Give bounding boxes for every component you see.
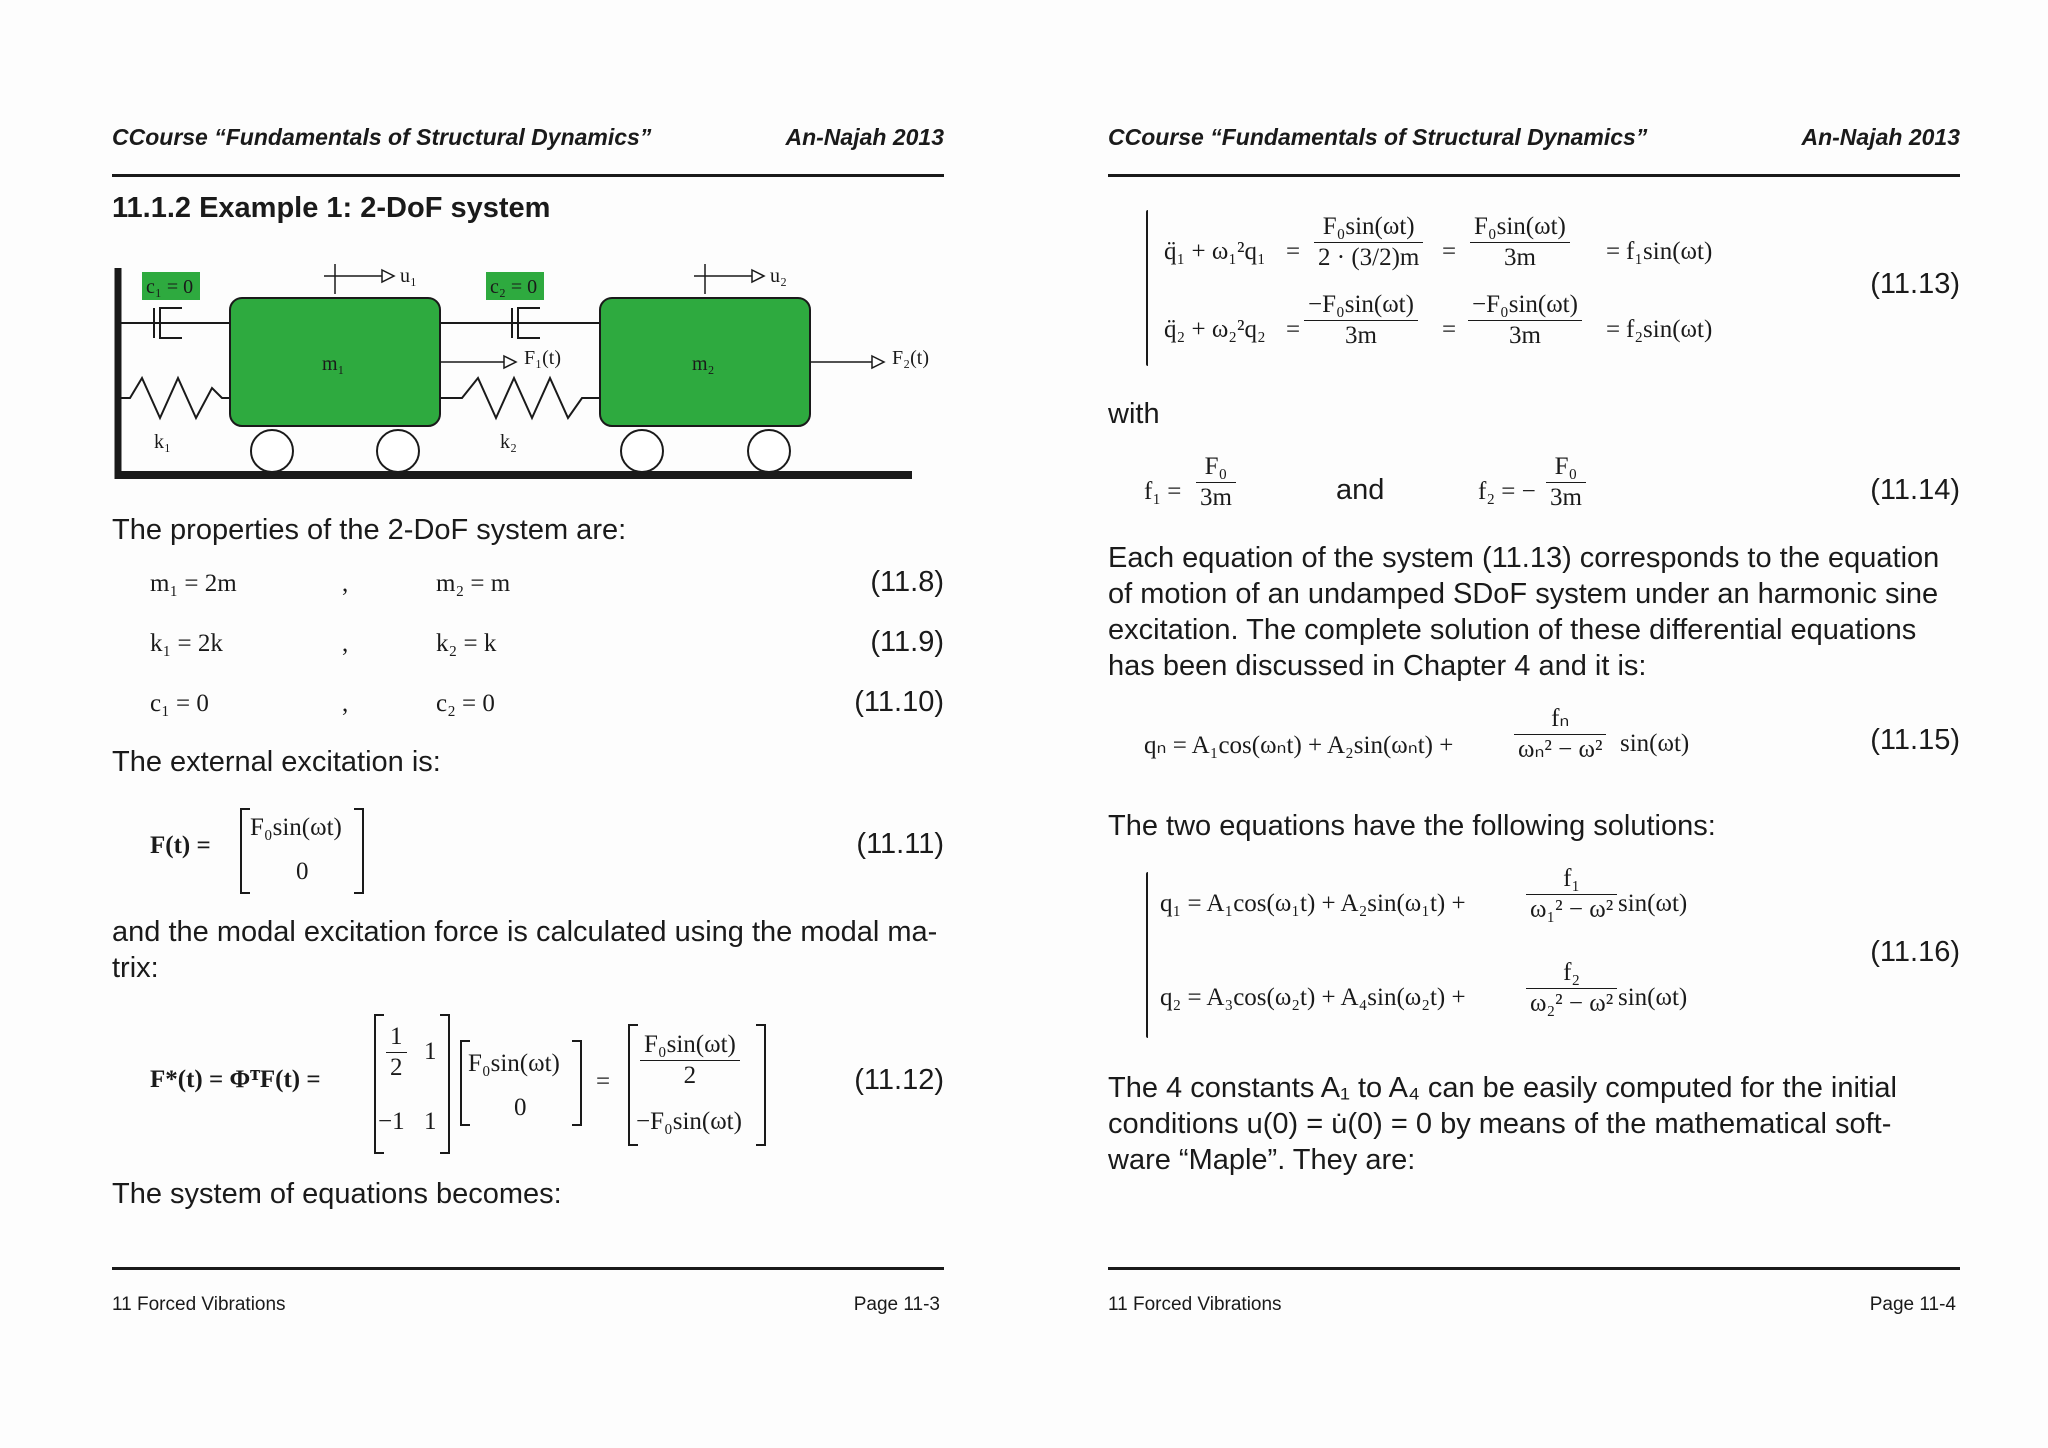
eq-11-13-row2-eq2: = [1442,316,1457,343]
eq-11-12-lhs: F*(t) = ΦᵀF(t) = [150,1066,321,1093]
two-dof-figure [112,258,929,484]
u2-arrow [694,264,764,294]
footer-rule [1108,1267,1960,1270]
footer-rule [112,1267,944,1270]
eq-11-13-brace [1146,210,1148,366]
right-page [1024,0,2048,1448]
paragraph-solution-line3: excitation. The complete solution of these differential equations [1108,614,1917,646]
header-rule [112,174,944,177]
footer-page-number: Page 11-4 [1869,1294,1956,1315]
eq-11-13-row1-rhs: f₁sin(ωt) [1626,238,1713,265]
eq-11-12-r1-num: F₀sin(ωt) [640,1030,740,1061]
eq-11-12-result-bracket-right [756,1024,766,1146]
eq-11-12-m11 [386,1022,407,1083]
eq-11-8-comma: , [342,570,349,597]
eq-11-13-row1-frac1-num: F₀sin(ωt) [1314,212,1423,243]
eq-11-13-row2-eq3: = [1606,316,1621,343]
eq-11-12-m22: 1 [424,1108,437,1135]
section-title: 11.1.2 Example 1: 2-DoF system [112,192,551,224]
eq-11-13-row2-eq1: = [1286,316,1301,343]
damper-2 [440,308,600,338]
c2-label: c₂ = 0 [490,276,538,298]
eq-11-10-lhs: c₁ = 0 [150,690,209,717]
m1-label: m₁ [322,353,345,375]
eq-11-12-number: (11.12) [854,1064,944,1096]
f2-label: F₂(t) [892,347,929,369]
header-course: CCourse “Fundamentals of Structural Dynamics” [112,124,652,150]
footer-chapter: 11 Forced Vibrations [112,1294,286,1315]
eq-11-13-row2-rhs: f₂sin(ωt) [1626,316,1713,343]
eq-11-11-bracket-left [240,808,250,894]
eq-11-15-num: fₙ [1514,704,1606,735]
eq-11-10-number: (11.10) [854,686,944,718]
paragraph-constants-line3: ware “Maple”. They are: [1108,1144,1416,1176]
eq-11-14-f1-frac [1196,452,1236,513]
eq-11-14-number: (11.14) [1870,474,1960,506]
eq-11-12-r1 [640,1030,740,1091]
k2-label: k₂ [500,431,517,453]
eq-11-15-tail: sin(ωt) [1620,730,1690,757]
f2-arrow [810,356,884,368]
eq-11-13-number: (11.13) [1870,268,1960,300]
eq-11-16-row1: q₁ = A₁cos(ω₁t) + A₂sin(ω₁t) + [1160,890,1466,917]
u2-label: u₂ [770,265,787,287]
eq-11-14-f1-num: F₀ [1196,452,1236,483]
eq-11-12-vector-bracket-right [572,1040,582,1126]
eq-11-15-den: ωₙ² − ω² [1518,736,1603,763]
eq-11-13-row1-eq3: = [1606,238,1621,265]
eq-11-16-row1-den: ω₁² − ω² [1530,896,1614,923]
u1-arrow [324,264,394,294]
wheel-1a [251,430,293,472]
paragraph-constants-line1: The 4 constants A₁ to A₄ can be easily computed for the initial [1108,1072,1897,1104]
footer-chapter: 11 Forced Vibrations [1108,1294,1282,1315]
system-intro: The system of equations becomes: [112,1178,562,1210]
eq-11-13-row2-frac2 [1468,290,1582,351]
eq-11-16-brace [1146,872,1148,1038]
eq-11-14-and: and [1336,474,1385,506]
eq-11-9-number: (11.9) [870,626,944,658]
eq-11-14-f1: f₁ = [1144,478,1182,505]
eq-11-15-lhs: qₙ = A₁cos(ωₙt) + A₂sin(ωₙt) + [1144,732,1454,759]
eq-11-13-row1-eq1: = [1286,238,1301,265]
eq-11-15-number: (11.15) [1870,724,1960,756]
eq-11-13-row1-frac1-den: 2 · (3/2)m [1318,244,1420,271]
eq-11-13-row1-frac2-den: 3m [1503,244,1536,271]
header-rule [1108,174,1960,177]
header-course: CCourse “Fundamentals of Structural Dynamics” [1108,124,1648,150]
eq-11-14-f2-num: F₀ [1546,452,1586,483]
f1-label: F₁(t) [524,347,561,369]
eq-11-14-f2: f₂ = − [1478,478,1536,505]
eq-11-13-row2-lhs: q̈₂ + ω₂²q₂ [1164,316,1266,343]
eq-11-12-r2: −F₀sin(ωt) [636,1108,742,1135]
eq-11-16-row2: q₂ = A₃cos(ω₂t) + A₄sin(ω₂t) + [1160,984,1466,1011]
spring-2 [440,378,600,418]
eq-11-10-rhs: c₂ = 0 [436,690,495,717]
eq-11-13-row2-frac2-num: −F₀sin(ωt) [1468,290,1582,321]
eq-11-11-number: (11.11) [856,828,944,860]
eq-11-14-f2-frac [1546,452,1586,513]
spring-1 [118,378,230,418]
c1-label: c₁ = 0 [146,276,194,298]
eq-11-16-row2-num: f₂ [1526,958,1617,989]
modal-intro-line2: trix: [112,952,159,984]
eq-11-11-bottom: 0 [296,858,309,885]
eq-11-10-comma: , [342,690,349,717]
excitation-intro: The external excitation is: [112,746,441,778]
eq-11-8-lhs: m₁ = 2m [150,570,237,597]
eq-11-12-matrix-bracket-right [440,1014,450,1154]
k1-label: k₁ [154,431,171,453]
eq-11-12-equals: = [596,1068,611,1095]
eq-11-13-row2-frac1 [1304,290,1418,351]
f1-arrow [440,356,516,368]
eq-11-13-row2-frac1-num: −F₀sin(ωt) [1304,290,1418,321]
eq-11-13-row1-lhs: q̈₁ + ω₁²q₁ [1164,238,1266,265]
paragraph-solution-line1: Each equation of the system (11.13) corresponds to the equation [1108,542,1940,574]
eq-11-9-lhs: k₁ = 2k [150,630,223,657]
eq-11-8-number: (11.8) [870,566,944,598]
m2-label: m₂ [692,353,715,375]
paragraph-two-equations: The two equations have the following solutions: [1108,810,1716,842]
eq-11-14-f1-den: 3m [1200,484,1232,511]
eq-11-8-rhs: m₂ = m [436,570,511,597]
eq-11-9-rhs: k₂ = k [436,630,497,657]
eq-11-15-frac [1514,704,1606,765]
eq-11-13-row1-eq2: = [1442,238,1457,265]
eq-11-16-row1-num: f₁ [1526,864,1617,895]
eq-11-12-r1-den: 2 [683,1062,697,1089]
properties-intro: The properties of the 2-DoF system are: [112,514,627,546]
eq-11-9-comma: , [342,630,349,657]
eq-11-13-row2-frac2-den: 3m [1509,322,1541,349]
eq-11-12-m12: 1 [424,1038,437,1065]
eq-11-12-m11-num: 1 [386,1022,407,1053]
wheel-2b [748,430,790,472]
eq-11-16-row2-tail: sin(ωt) [1618,984,1688,1011]
eq-11-16-row1-tail: sin(ωt) [1618,890,1688,917]
eq-11-11-lhs: F(t) = [150,832,211,859]
eq-11-12-v2: 0 [514,1094,527,1121]
eq-11-16-row1-frac [1526,864,1617,925]
wheel-2a [621,430,663,472]
wheel-1b [377,430,419,472]
damper-1 [118,308,230,338]
eq-11-12-m11-den: 2 [390,1054,403,1081]
eq-11-13-row1-frac2 [1470,212,1570,273]
eq-11-16-row2-frac [1526,958,1617,1019]
header-org: An-Najah 2013 [1801,124,1960,150]
paragraph-constants-line2: conditions u(0) = u̇(0) = 0 by means of the mathematical soft- [1108,1108,1892,1140]
header-org: An-Najah 2013 [785,124,944,150]
paragraph-solution-line4: has been discussed in Chapter 4 and it is: [1108,650,1647,682]
eq-11-14-f2-den: 3m [1550,484,1582,511]
footer-page-number: Page 11-3 [853,1294,940,1315]
eq-11-13-row1-frac1 [1314,212,1423,273]
eq-11-13-row2-frac1-den: 3m [1345,322,1377,349]
eq-11-13-row1-frac2-num: F₀sin(ωt) [1470,212,1570,243]
eq-11-11-bracket-right [354,808,364,894]
modal-intro-line1: and the modal excitation force is calculated using the modal ma- [112,916,938,948]
u1-label: u₁ [400,265,417,287]
eq-11-11-top: F₀sin(ωt) [250,814,342,841]
paragraph-solution-line2: of motion of an undamped SDoF system under an harmonic sine [1108,578,1939,610]
eq-11-16-number: (11.16) [1870,936,1960,968]
eq-11-12-v1: F₀sin(ωt) [468,1050,560,1077]
eq-11-16-row2-den: ω₂² − ω² [1530,990,1614,1017]
eq-11-12-m21: −1 [378,1108,405,1135]
with-label: with [1108,398,1160,430]
